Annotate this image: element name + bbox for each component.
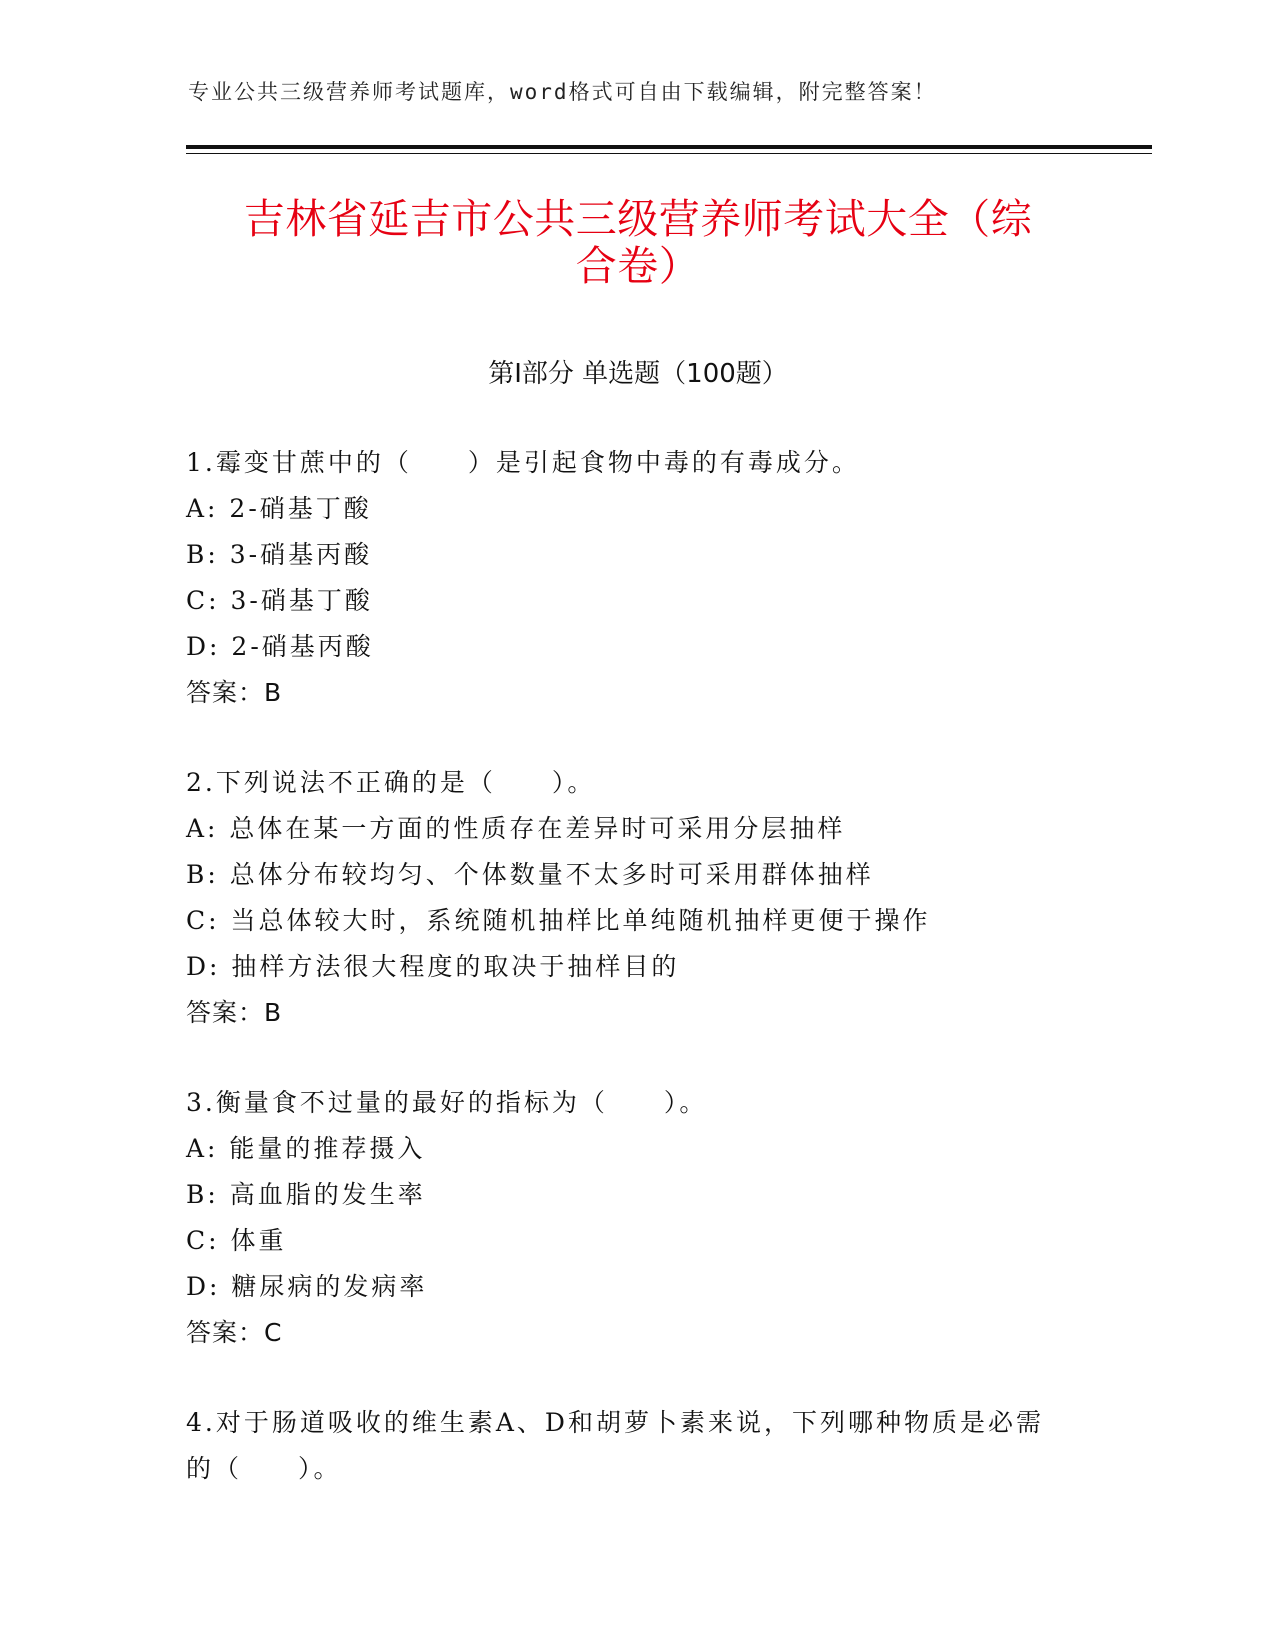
document-title-line-2: 合卷）: [575, 242, 701, 290]
option-b: B: 总体分布较均匀、个体数量不太多时可采用群体抽样: [186, 860, 874, 889]
page-header: 专业公共三级营养师考试题库，word格式可自由下载编辑，附完整答案！: [188, 80, 937, 104]
question-stem: 3.衡量食不过量的最好的指标为（ ）。: [186, 1088, 708, 1117]
option-c: C: 体重: [186, 1226, 287, 1255]
question-3: [186, 1080, 1086, 1356]
header-rule-thin: [186, 153, 1152, 154]
option-a: A: 能量的推荐摄入: [186, 1134, 426, 1163]
section-title: 第Ⅰ部分 单选题（100题）: [488, 359, 788, 389]
document-title-line-1: 吉林省延吉市公共三级营养师考试大全（综: [243, 195, 1033, 243]
option-a: A: 总体在某一方面的性质存在差异时可采用分层抽样: [186, 814, 846, 843]
answer: 答案：C: [186, 1318, 283, 1347]
option-c: C: 3-硝基丁酸: [186, 586, 373, 615]
option-b: B: 高血脂的发生率: [186, 1180, 426, 1209]
document-title: [186, 196, 1090, 290]
option-d: D: 糖尿病的发病率: [186, 1272, 428, 1301]
option-a: A: 2-硝基丁酸: [186, 494, 372, 523]
question-2: [186, 760, 1086, 1036]
question-list: [186, 440, 1086, 1536]
answer: 答案：B: [186, 998, 283, 1027]
option-d: D: 抽样方法很大程度的取决于抽样目的: [186, 952, 680, 981]
option-b: B: 3-硝基丙酸: [186, 540, 373, 569]
question-stem: 1.霉变甘蔗中的（ ）是引起食物中毒的有毒成分。: [186, 448, 860, 477]
header-rule-thick: [186, 145, 1152, 149]
answer: 答案：B: [186, 678, 283, 707]
question-stem: 4.对于肠道吸收的维生素A、D和胡萝卜素来说，下列哪种物质是必需的（ ）。: [186, 1408, 1044, 1483]
option-c: C: 当总体较大时，系统随机抽样比单纯随机抽样更便于操作: [186, 906, 931, 935]
question-1: [186, 440, 1086, 716]
option-d: D: 2-硝基丙酸: [186, 632, 374, 661]
question-4: [186, 1400, 1086, 1492]
question-stem: 2.下列说法不正确的是（ ）。: [186, 768, 596, 797]
